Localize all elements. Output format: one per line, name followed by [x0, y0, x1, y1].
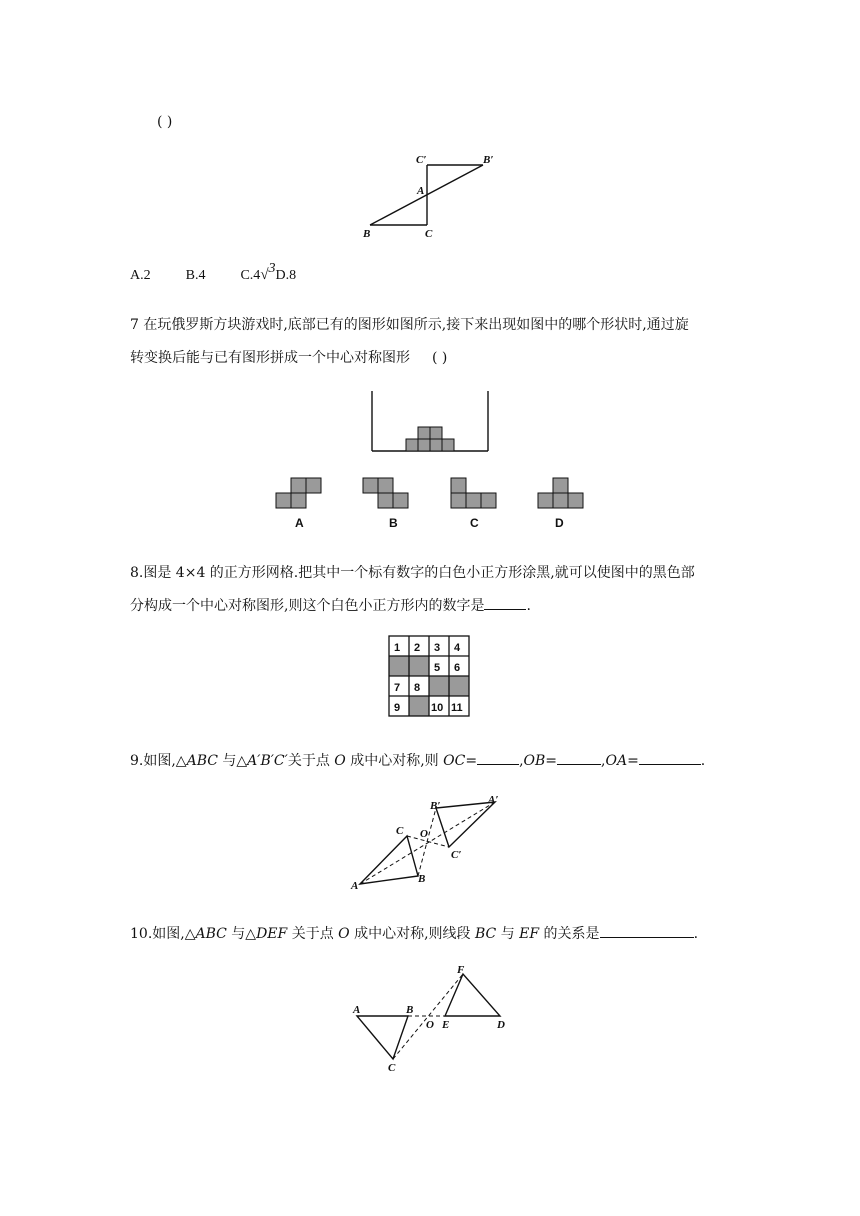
q7-option-a-label: A	[295, 516, 304, 530]
q6-answer-paren: ( )	[157, 114, 173, 130]
q9-oc-blank	[477, 752, 519, 765]
grid-shaded-cell	[449, 676, 469, 696]
q9-figure	[345, 790, 525, 900]
grid-cell-10: 10	[431, 702, 444, 714]
label-b-prime: B′	[483, 154, 494, 166]
choice-a: A.2	[130, 268, 151, 283]
grid-cell-1: 1	[394, 642, 401, 654]
label-c-prime: C′	[451, 849, 462, 861]
q7-text-line2: 转变换后能与已有图形拼成一个中心对称图形 ( )	[130, 350, 448, 366]
choice-b: B.4	[185, 268, 206, 283]
q10-text: 10.如图,△ABC 与△DEF 关于点 O 成中心对称,则线段 BC 与 EF 的关系是 .	[130, 926, 699, 942]
choice-c: C.4√3	[240, 261, 276, 283]
grid-cell-8: 8	[414, 682, 421, 694]
q8-answer-blank	[484, 597, 526, 610]
grid-shaded-cell	[409, 656, 429, 676]
label-a: A	[417, 185, 425, 197]
label-a: A	[353, 1004, 361, 1016]
label-f: F	[457, 964, 465, 976]
label-o: O	[426, 1019, 434, 1031]
label-a: A	[351, 880, 359, 892]
label-c-prime: C′	[416, 154, 427, 166]
grid-cell-2: 2	[414, 642, 421, 654]
q8-text-line1: 8.图是 4×4 的正方形网格.把其中一个标有数字的白色小正方形涂黑,就可以使图中的黑色部	[130, 565, 695, 581]
q10-figure	[345, 960, 525, 1075]
q7-option-d-label: D	[555, 516, 564, 530]
label-a-prime: A′	[488, 794, 499, 806]
grid-cell-11: 11	[451, 702, 463, 714]
grid-cell-9: 9	[394, 702, 401, 714]
label-b: B	[406, 1004, 414, 1016]
q7-text-line1: 7 在玩俄罗斯方块游戏时,底部已有的图形如图所示,接下来出现如图中的哪个形状时,通过旋	[130, 317, 689, 333]
label-b: B	[418, 873, 426, 885]
q8-grid	[389, 636, 473, 720]
label-c: C	[425, 228, 433, 240]
grid-cell-5: 5	[434, 662, 441, 674]
label-d: D	[497, 1019, 505, 1031]
q9-text: 9.如图,△ABC 与△A′B′C′关于点 O 成中心对称,则 OC= ,OB= ,OA= .	[130, 753, 706, 769]
grid-shaded-cell	[429, 676, 449, 696]
q6-figure	[355, 150, 515, 245]
q9-ob-blank	[557, 752, 601, 765]
grid-shaded-cell	[409, 696, 429, 716]
q6-choices	[130, 261, 297, 284]
label-o: O	[420, 828, 428, 840]
label-e: E	[442, 1019, 450, 1031]
q8-text-line2: 分构成一个中心对称图形,则这个白色小正方形内的数字是 .	[130, 598, 531, 614]
label-b: B	[363, 228, 371, 240]
q7-option-b	[363, 478, 413, 528]
q7-option-b-label: B	[389, 516, 398, 530]
q7-option-c-label: C	[470, 516, 479, 530]
label-c: C	[388, 1062, 396, 1074]
q9-oa-blank	[639, 752, 701, 765]
grid-shaded-cell	[389, 656, 409, 676]
label-c: C	[396, 825, 404, 837]
grid-cell-3: 3	[434, 642, 441, 654]
choice-d: D.8	[275, 268, 297, 283]
label-b-prime: B′	[430, 800, 441, 812]
grid-cell-6: 6	[454, 662, 461, 674]
grid-cell-7: 7	[394, 682, 401, 694]
grid-cell-4: 4	[454, 642, 461, 654]
q10-answer-blank	[600, 925, 694, 938]
